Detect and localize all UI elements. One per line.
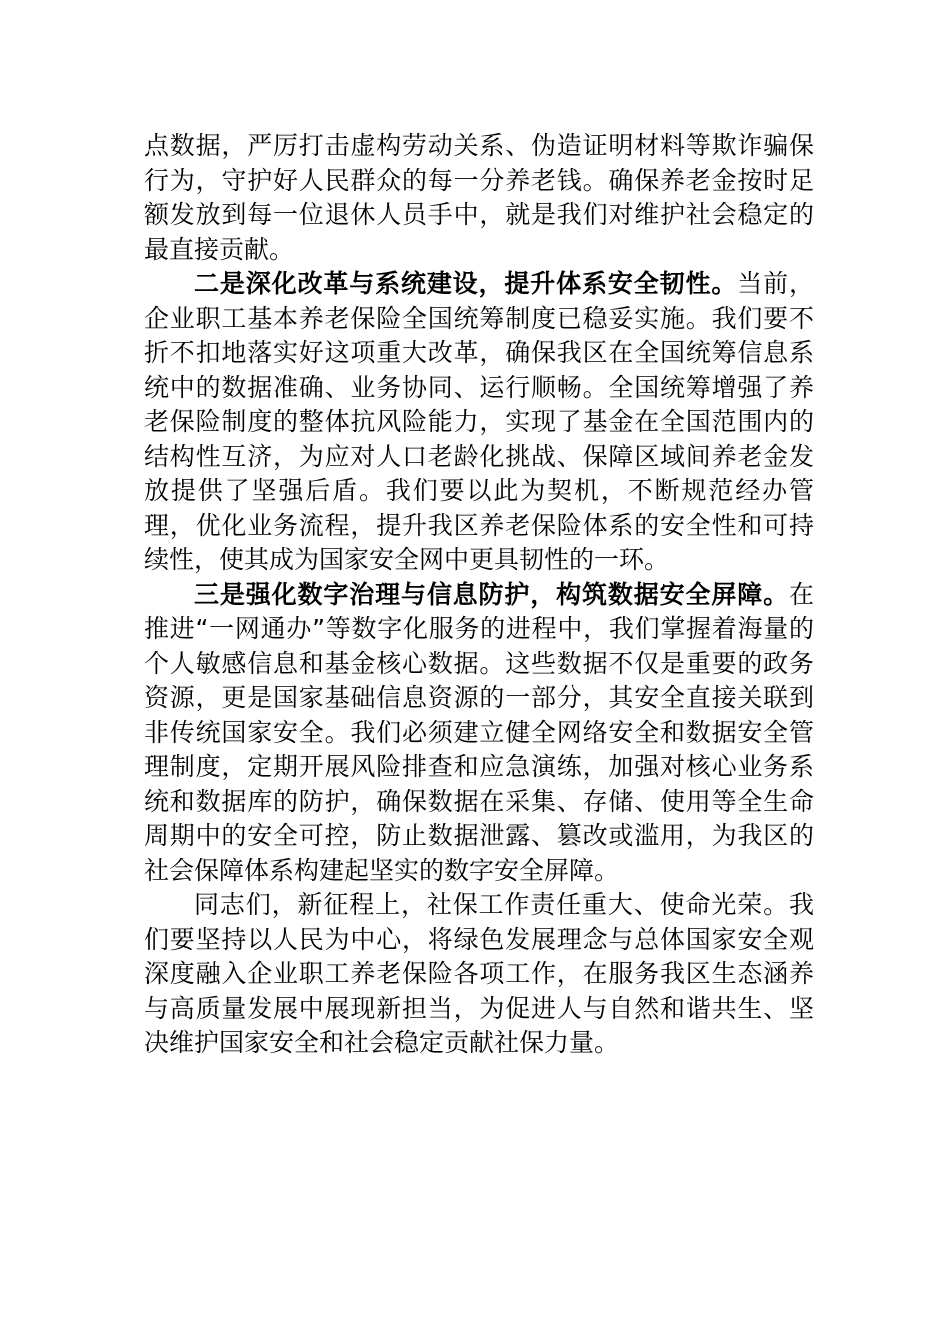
- paragraph-reform-system: [144, 267, 814, 578]
- paragraph-text: 同志们，新征程上，社保工作责任重大、使命光荣。我们要坚持以人民为中心，将绿色发展理念与总体国家安全观深度融入企业职工养老保险各项工作，在服务我区生态涵养与高质量发展中展现新担当，为促进人与自然和谐共生、坚决维护国家安全和社会稳定贡献社保力量。: [144, 890, 814, 1057]
- paragraph-heading: 三是强化数字治理与信息防护，构筑数据安全屏障。: [194, 579, 789, 609]
- paragraph-text: 点数据，严厉打击虚构劳动关系、伪造证明材料等欺诈骗保行为，守护好人民群众的每一分养老钱。确保养老金按时足额发放到每一位退休人员手中，就是我们对维护社会稳定的最直接贡献。: [144, 131, 814, 264]
- paragraph-continuation: [144, 129, 814, 267]
- document-body: [144, 129, 814, 1061]
- paragraph-heading: 二是深化改革与系统建设，提升体系安全韧性。: [194, 269, 738, 298]
- paragraph-closing: [144, 888, 814, 1061]
- paragraph-text: 在推进“一网通办”等数字化服务的进程中，我们掌握着海量的个人敏感信息和基金核心数据。这些数据不仅是重要的政务资源，更是国家基础信息资源的一部分，其安全直接关联到非传统国家安全。我们必须建立健全网络安全和数据安全管理制度，定期开展风险排查和应急演练，加强对核心业务系统和数据库的防护，确保数据在采集、存储、使用等全生命周期中的安全可控，防止数据泄露、篡改或滥用，为我区的社会保障体系构建起坚实的数字安全屏障。: [144, 579, 814, 885]
- paragraph-digital-governance: [144, 578, 814, 889]
- paragraph-text: 当前，企业职工基本养老保险全国统筹制度已稳妥实施。我们要不折不扣地落实好这项重大改革，确保我区在全国统筹信息系统中的数据准确、业务协同、运行顺畅。全国统筹增强了养老保险制度的整体抗风险能力，实现了基金在全国范围内的结构性互济，为应对人口老龄化挑战、保障区域间养老金发放提供了坚强后盾。我们要以此为契机，不断规范经办管理，优化业务流程，提升我区养老保险体系的安全性和可持续性，使其成为国家安全网中更具韧性的一环。: [144, 269, 814, 574]
